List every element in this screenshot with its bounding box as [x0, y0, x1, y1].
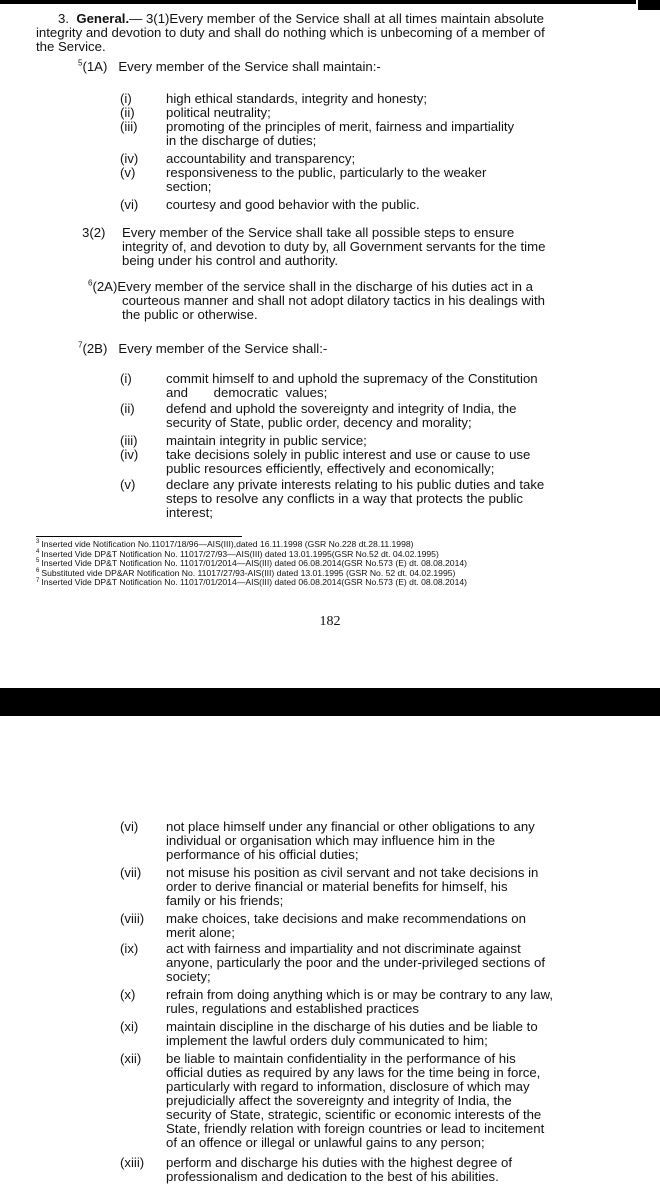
clause-text: Every member of the service shall in the discharge of his duties act in a: [117, 279, 533, 294]
item-line: particularly with regard to information, disclosure of which may: [166, 1079, 530, 1094]
item-number: (ii): [120, 105, 135, 120]
item-number: (iv): [120, 151, 139, 166]
item-line: public resources efficiently, effectively and economically;: [166, 461, 495, 476]
item-line: professionalism and dedication to the best of his abilities.: [166, 1169, 499, 1184]
clause-label: (2B): [82, 341, 108, 356]
item-number: (i): [120, 371, 132, 386]
clause-line: integrity of, and devotion to duty by, all Government servants for the time: [122, 239, 546, 254]
rule-3-line-3: the Service.: [36, 39, 106, 54]
clause-line: courteous manner and shall not adopt dilatory tactics in his dealings with: [122, 293, 545, 308]
item-line: steps to resolve any conflicts in a way that protects the public: [166, 491, 523, 506]
item-number: (xii): [120, 1051, 142, 1066]
footnote-text: Inserted Vide DP&T Notification No. 11017/01/2014—AIS(III) dated 06.08.2014(GSR No.573 (E) dt. 08.08.2014): [41, 577, 467, 588]
page-number: 182: [319, 614, 341, 629]
item-line: society;: [166, 969, 211, 984]
footnote: [36, 578, 636, 588]
footnote-mark: 5: [36, 558, 40, 565]
item-line: promoting of the principles of merit, fairness and impartiality: [166, 119, 515, 134]
item-number: (v): [120, 477, 136, 492]
item-line: perform and discharge his duties with the highest degree of: [166, 1155, 513, 1170]
clause-intro: Every member of the Service shall:-: [118, 341, 328, 356]
item-number: (vi): [120, 197, 139, 212]
item-line: security of State, strategic, scientific or economic interests of the: [166, 1107, 542, 1122]
footnote-text: Substituted vide DP&AR Notification No. 11017/27/93-AIS(III) dated 13.01.1995 (GSR No. 52 dt. 04.02.1995): [41, 567, 456, 578]
item-line: refrain from doing anything which is or may be contrary to any law,: [166, 987, 554, 1002]
item-line: courtesy and good behavior with the public.: [166, 197, 420, 212]
item-number: (v): [120, 165, 136, 180]
document-page-183: [0, 716, 660, 1200]
page-divider: [0, 688, 660, 716]
footnote-mark: 6: [36, 567, 40, 574]
item-number: (ii): [120, 401, 135, 416]
clause-line: being under his control and authority.: [122, 253, 339, 268]
item-line: accountability and transparency;: [166, 151, 356, 166]
item-line: performance of his official duties;: [166, 847, 359, 862]
item-line: commit himself to and uphold the supremacy of the Constitution: [166, 371, 538, 386]
item-line: section;: [166, 179, 212, 194]
item-line: State, friendly relation with foreign countries or lead to incitement: [166, 1121, 545, 1136]
rule-heading: General.: [76, 11, 130, 26]
item-line: official duties as required by any laws for the time being in force,: [166, 1065, 541, 1080]
item-line: order to derive financial or material benefits for himself, his: [166, 879, 508, 894]
item-line: individual or organisation which may influence him in the: [166, 833, 496, 848]
clause-3-2-label: 3(2): [82, 225, 106, 240]
item-line: family or his friends;: [166, 893, 284, 908]
item-number: (vi): [120, 819, 139, 834]
footnote-mark: 4: [36, 548, 40, 555]
item-number: (x): [120, 987, 136, 1002]
item-number: (vii): [120, 865, 142, 880]
item-line: not place himself under any financial or other obligations to any: [166, 819, 535, 834]
item-line: of an offence or illegal or unlawful gains to any person;: [166, 1135, 485, 1150]
footnote-ref: 6: [88, 278, 93, 288]
item-line: political neutrality;: [166, 105, 271, 120]
rule-number: 3.: [58, 11, 69, 26]
footnote-ref: 5: [78, 58, 83, 68]
rule-3-line-2: integrity and devotion to duty and shall do nothing which is unbecoming of a member of: [36, 25, 545, 40]
item-line: defend and uphold the sovereignty and integrity of India, the: [166, 401, 517, 416]
rule-text-line: 3(1)Every member of the Service shall at all times maintain absolute: [145, 11, 544, 26]
document-page-182: [0, 4, 660, 688]
item-line: interest;: [166, 505, 213, 520]
clause-line: the public or otherwise.: [122, 307, 258, 322]
item-line: implement the lawful orders duly communicated to him;: [166, 1033, 488, 1048]
heading-dash: —: [129, 11, 143, 26]
item-line: responsiveness to the public, particularly to the weaker: [166, 165, 487, 180]
clause-line: Every member of the Service shall take all possible steps to ensure: [122, 225, 515, 240]
item-line: security of State, public order, decency and morality;: [166, 415, 472, 430]
clause-2B-heading: [78, 342, 327, 356]
footnote-text: Inserted vide Notification No.11017/18/96—AIS(III),dated 16.11.1998 (GSR No.228 dt.28.11.1998): [41, 539, 414, 549]
item-line: anyone, particularly the poor and the under-privileged sections of: [166, 955, 546, 970]
item-line: in the discharge of duties;: [166, 133, 317, 148]
item-line: take decisions solely in public interest and use or cause to use: [166, 447, 531, 462]
item-line: not misuse his position as civil servant and not take decisions in: [166, 865, 539, 880]
item-line: merit alone;: [166, 925, 235, 940]
item-number: (ix): [120, 941, 139, 956]
clause-intro: Every member of the Service shall maintain:-: [118, 59, 381, 74]
clause-1A-heading: [78, 60, 381, 74]
item-line: act with fairness and impartiality and not discriminate against: [166, 941, 521, 956]
footnote-mark: 7: [36, 577, 40, 584]
footnotes: [36, 540, 636, 588]
item-line: maintain integrity in public service;: [166, 433, 367, 448]
item-line: rules, regulations and established practices: [166, 1001, 419, 1016]
item-line: declare any private interests relating to his public duties and take: [166, 477, 545, 492]
item-number: (iii): [120, 119, 138, 134]
footnote-rule: [36, 536, 242, 537]
footnote-ref: 7: [78, 340, 83, 350]
item-number: (iv): [120, 447, 139, 462]
footnote-text: Inserted Vide DP&T Notification No. 11017/01/2014—AIS(III) dated 06.08.2014(GSR No.573 (E) dt. 08.08.2014): [41, 558, 467, 569]
item-line: high ethical standards, integrity and honesty;: [166, 91, 427, 106]
item-line: be liable to maintain confidentiality in the performance of his: [166, 1051, 516, 1066]
footnote-mark: 3: [36, 539, 40, 546]
item-line: maintain discipline in the discharge of his duties and be liable to: [166, 1019, 538, 1034]
item-number: (xiii): [120, 1155, 145, 1170]
item-line: make choices, take decisions and make recommendations on: [166, 911, 526, 926]
item-line: and democratic values;: [166, 385, 328, 400]
footnote-text: Inserted Vide DP&T Notification No. 11017/27/93—AIS(III) dated 13.01.1995(GSR No.52 dt. 04.02.1995): [41, 548, 439, 559]
clause-label: (1A): [82, 59, 108, 74]
item-line: prejudicially affect the sovereignty and integrity of India, the: [166, 1093, 512, 1108]
item-number: (iii): [120, 433, 138, 448]
item-number: (viii): [120, 911, 145, 926]
item-number: (xi): [120, 1019, 139, 1034]
clause-label: (2A): [92, 279, 118, 294]
item-number: (i): [120, 91, 132, 106]
